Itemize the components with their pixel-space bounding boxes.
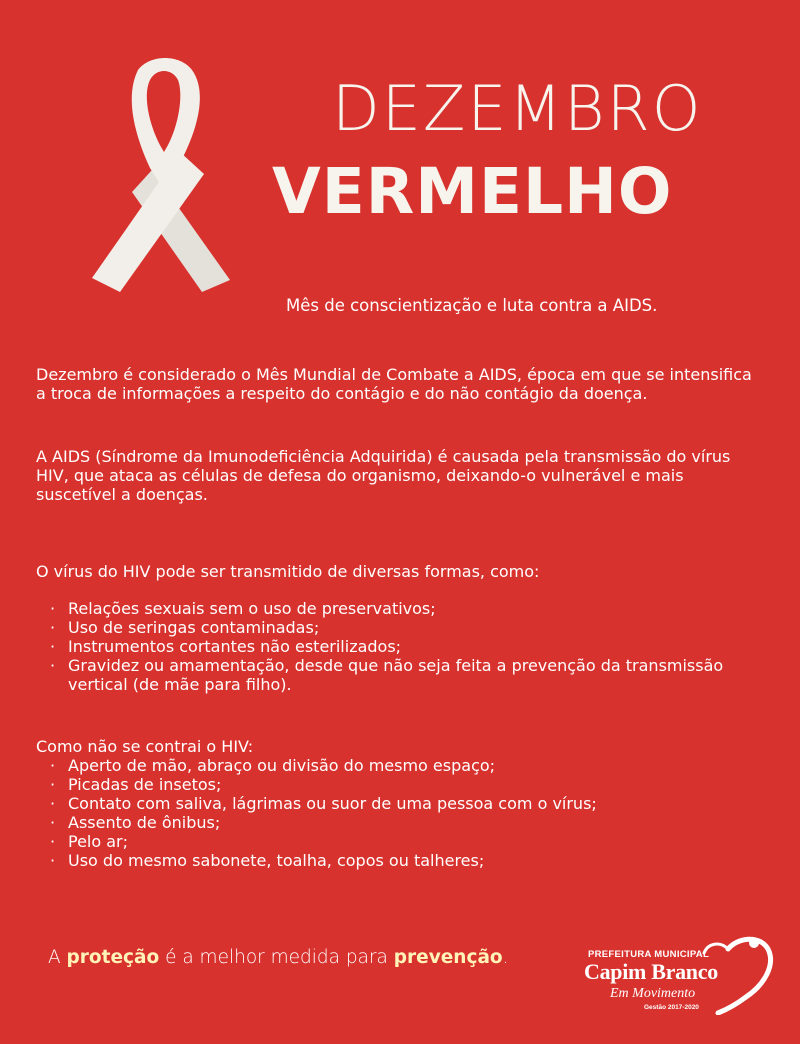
list-item-text: Contato com saliva, lágrimas ou suor de uma pessoa com o vírus; bbox=[68, 794, 597, 813]
awareness-ribbon-icon bbox=[80, 52, 250, 297]
list-item bbox=[36, 618, 756, 637]
bullet: · bbox=[50, 637, 56, 656]
bullet: · bbox=[50, 599, 56, 618]
list-item bbox=[36, 813, 756, 832]
footer-slogan bbox=[48, 947, 509, 969]
paragraph-aids-definition: A AIDS (Síndrome da Imunodeficiência Adquirida) é causada pela transmissão do vírus HIV, que ataca as células de defesa do organismo, deixando-o vulnerável e mais suscetível a doenças. bbox=[36, 447, 731, 504]
list-item-text: Aperto de mão, abraço ou divisão do mesmo espaço; bbox=[68, 756, 496, 775]
city-hall-logo bbox=[580, 935, 775, 1015]
list-item-text: Assento de ônibus; bbox=[68, 813, 221, 832]
bullet: · bbox=[50, 832, 56, 851]
bullet: · bbox=[50, 618, 56, 637]
logo-line-3: Em Movimento bbox=[610, 986, 696, 1001]
logo-line-2: Capim Branco bbox=[584, 959, 718, 984]
logo-line-1: PREFEITURA MUNICIPAL bbox=[588, 949, 710, 960]
list-item-text: Relações sexuais sem o uso de preservativos; bbox=[68, 599, 436, 618]
bullet: · bbox=[50, 756, 56, 775]
list-item bbox=[36, 794, 756, 813]
bullet: · bbox=[50, 794, 56, 813]
list-item bbox=[36, 756, 756, 775]
list-item-text: Gravidez ou amamentação, desde que não seja feita a prevenção da transmissão vertical (de mãe para filho). bbox=[68, 656, 724, 694]
title-line-1: DEZEMBRO bbox=[332, 72, 703, 145]
bullet: · bbox=[50, 851, 56, 870]
logo-line-4: Gestão 2017-2020 bbox=[644, 1004, 699, 1011]
list-item bbox=[36, 851, 756, 870]
list-item-text: Instrumentos cortantes não esterilizados; bbox=[68, 637, 402, 656]
transmission-list bbox=[36, 599, 756, 694]
list-item bbox=[36, 637, 756, 656]
list-item bbox=[36, 832, 756, 851]
bullet: · bbox=[50, 656, 56, 675]
list-item bbox=[36, 599, 756, 618]
no-contagion-heading: Como não se contrai o HIV: bbox=[36, 737, 254, 756]
footer-emphasis-prevention: prevenção bbox=[393, 947, 503, 968]
paragraph-intro: Dezembro é considerado o Mês Mundial de Combate a AIDS, época em que se intensifica a troca de informações a respeito do contágio e do não contágio da doença. bbox=[36, 365, 752, 403]
transmission-heading: O vírus do HIV pode ser transmitido de diversas formas, como: bbox=[36, 562, 540, 581]
subtitle: Mês de conscientização e luta contra a AIDS. bbox=[286, 296, 658, 315]
list-item-text: Uso de seringas contaminadas; bbox=[68, 618, 320, 637]
list-item bbox=[36, 656, 756, 694]
list-item-text: Picadas de insetos; bbox=[68, 775, 222, 794]
no-contagion-list bbox=[36, 756, 756, 870]
list-item-text: Uso do mesmo sabonete, toalha, copos ou talheres; bbox=[68, 851, 485, 870]
footer-text: . bbox=[502, 947, 509, 968]
bullet: · bbox=[50, 775, 56, 794]
list-item-text: Pelo ar; bbox=[68, 832, 129, 851]
bullet: · bbox=[50, 813, 56, 832]
footer-text: é a melhor medida para bbox=[159, 947, 394, 968]
list-item bbox=[36, 775, 756, 794]
footer-text: A bbox=[48, 947, 67, 968]
footer-emphasis-protection: proteção bbox=[66, 947, 160, 968]
title-line-2: VERMELHO bbox=[272, 155, 673, 228]
